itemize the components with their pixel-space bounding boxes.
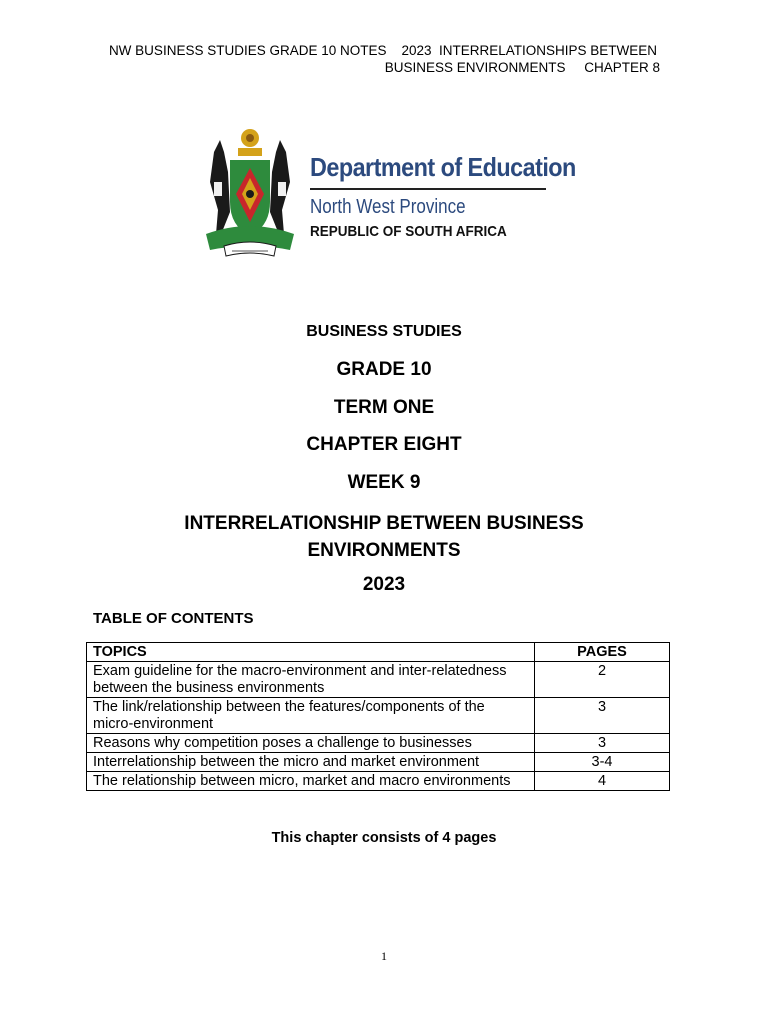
toc-header-row — [87, 643, 670, 662]
topic-title-text: INTERRELATIONSHIP BETWEEN BUSINESS ENVIRONMENTS — [184, 513, 584, 561]
page-number: 1 — [381, 949, 387, 963]
table-row — [87, 772, 670, 791]
chapter-title: CHAPTER EIGHT — [306, 434, 462, 455]
toc-topic: The link/relationship between the features/components of the micro-environment — [87, 698, 535, 734]
logo-divider — [310, 188, 546, 190]
toc-pages: 3 — [535, 698, 670, 734]
toc-topic: Interrelationship between the micro and market environment — [87, 753, 535, 772]
year-title: 2023 — [362, 574, 406, 595]
logo-subtitle: North West Province — [310, 196, 466, 218]
topic-title — [0, 510, 768, 564]
toc-col-pages: PAGES — [535, 643, 670, 662]
header-line-2: BUSINESS ENVIRONMENTS CHAPTER 8 — [384, 60, 660, 75]
table-row — [87, 753, 670, 772]
logo-country: REPUBLIC OF SOUTH AFRICA — [310, 223, 507, 240]
toc-topic: The relationship between micro, market and macro environments — [87, 772, 535, 791]
department-logo — [200, 122, 576, 268]
table-row — [87, 662, 670, 698]
toc-col-topics: TOPICS — [87, 643, 535, 662]
toc-topic: Reasons why competition poses a challenge to businesses — [87, 734, 535, 753]
week-title: WEEK 9 — [347, 472, 421, 493]
toc-pages: 4 — [535, 772, 670, 791]
toc-pages: 2 — [535, 662, 670, 698]
header-line-1: NW BUSINESS STUDIES GRADE 10 NOTES 2023 INTERRELATIONSHIPS BETWEEN — [108, 43, 658, 58]
table-row — [87, 734, 670, 753]
running-header — [60, 42, 690, 76]
chapter-page-count: This chapter consists of 4 pages — [271, 830, 497, 846]
toc-heading: TABLE OF CONTENTS — [93, 610, 254, 627]
grade-title: GRADE 10 — [336, 359, 432, 380]
table-row — [87, 698, 670, 734]
coat-of-arms-icon — [200, 122, 300, 268]
toc-pages: 3 — [535, 734, 670, 753]
logo-title: Department of Education — [310, 152, 576, 182]
subject-title: BUSINESS STUDIES — [306, 323, 462, 340]
toc-pages: 3-4 — [535, 753, 670, 772]
toc-topic: Exam guideline for the macro-environment and inter-relatedness between the business environments — [87, 662, 535, 698]
logo-text — [310, 152, 576, 240]
term-title: TERM ONE — [333, 397, 435, 418]
toc-table — [86, 642, 670, 791]
